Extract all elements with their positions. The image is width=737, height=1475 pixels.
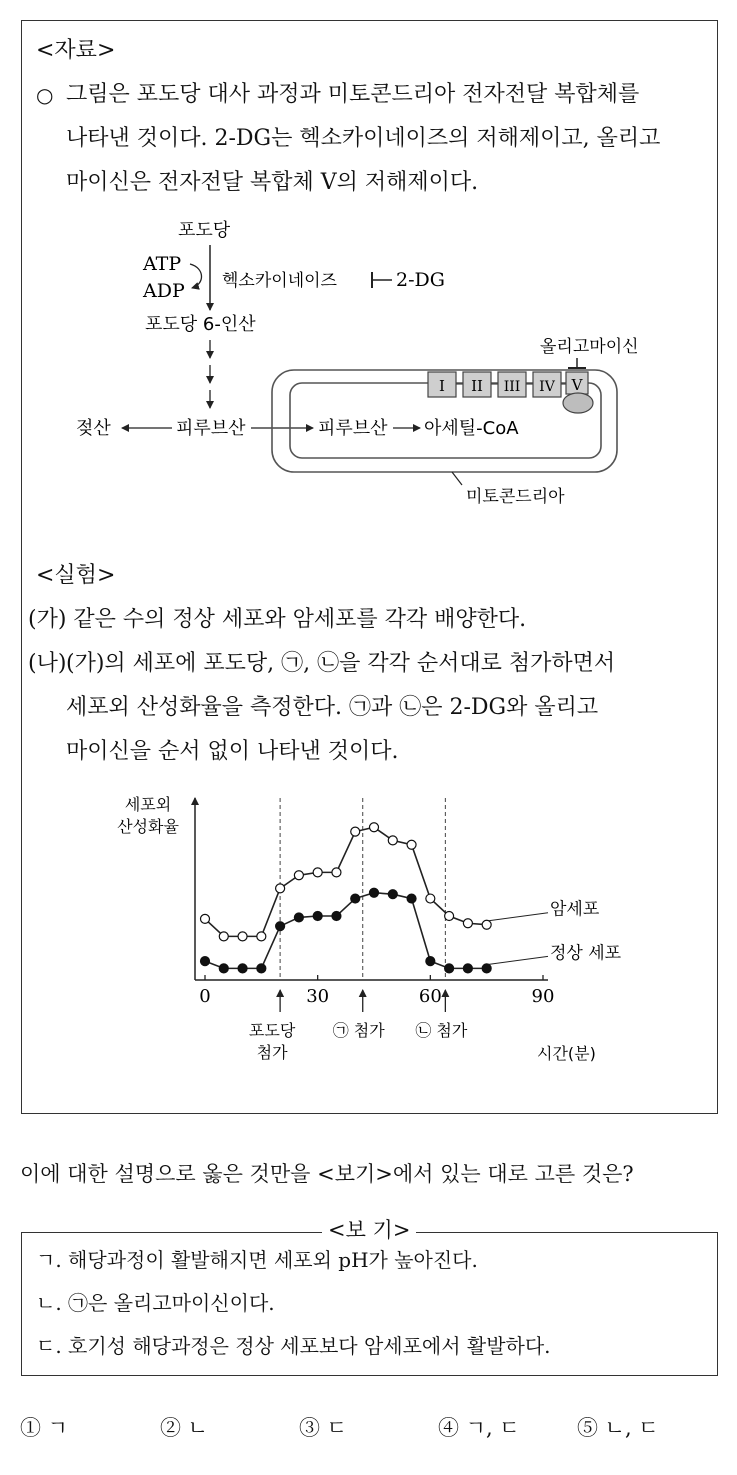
adp-label: ADP [143,280,185,302]
pyruvate-cyto-label: 피루브산 [176,418,246,439]
complex-IV [533,372,561,397]
x-tick-label: 60 [418,986,442,1007]
svg-text:IV: IV [539,379,555,395]
legend-leader [489,913,548,921]
data-point [482,920,491,929]
complex-V [563,372,593,413]
x-axis-label: 시간(분) [537,1044,596,1063]
choices-box-title: <보 기> [322,1218,416,1243]
data-point [407,840,416,849]
data-point [445,912,454,921]
complex-III [498,372,526,397]
data-point [257,964,266,973]
experiment-step-a: (가) 같은 수의 정상 세포와 암세포를 각각 배양한다. [28,607,527,632]
acetyl-coa-label: 아세틸-CoA [424,418,519,439]
material-line-2: 나타낸 것이다. 2-DG는 헥소카이네이즈의 저해제이고, 올리고 [66,126,661,151]
data-point [463,919,472,928]
data-point [351,827,360,836]
experiment-step-b-label: (나) [28,651,67,676]
data-point [388,836,397,845]
data-point [238,964,247,973]
data-point [201,914,210,923]
svg-text:V: V [571,376,583,394]
data-point [370,823,379,832]
answer-option-1[interactable]: ① ㄱ [20,1416,68,1440]
inhibitor-2dg-label: 2-DG [396,269,445,291]
pyruvate-mito-label: 피루브산 [318,418,388,439]
choice-item-c: ㄷ. 호기성 해당과정은 정상 세포보다 암세포에서 활발하다. [36,1334,551,1358]
data-point [370,888,379,897]
choice-item-b: ㄴ. ㉠은 올리고마이신이다. [36,1291,275,1315]
event-label: 첨가 [256,1043,288,1062]
data-point [313,912,322,921]
svg-text:I: I [439,377,445,395]
data-point [219,964,228,973]
legend-leader [489,956,548,964]
x-tick-label: 90 [531,986,555,1007]
event-label: ㉡ 첨가 [415,1021,468,1040]
data-point [276,884,285,893]
data-point [201,957,210,966]
experiment-step-b-line-2: 세포외 산성화율을 측정한다. ㉠과 ㉡은 2-DG와 올리고 [66,695,599,720]
data-point [426,957,435,966]
data-point [445,964,454,973]
mito-pointer-line [452,472,462,485]
lactate-label: 젖산 [76,418,111,439]
experiment-step-b-line-1: (가)의 세포에 포도당, ㉠, ㉡을 각각 순서대로 첨가하면서 [66,651,616,676]
material-line-3: 마이신은 전자전달 복합체 V의 저해제이다. [66,170,479,195]
answer-option-4[interactable]: ④ ㄱ, ㄷ [438,1416,520,1440]
data-point [332,868,341,877]
svg-text:III: III [503,379,521,395]
g6p-label: 포도당 6-인산 [145,314,256,335]
y-label-line-2: 산성화율 [117,817,179,836]
series-line-normal [205,893,487,969]
question-text: 이에 대한 설명으로 옳은 것만을 <보기>에서 있는 대로 고른 것은? [20,1162,634,1186]
data-point [276,922,285,931]
ecar-chart [0,780,737,1110]
data-point [294,871,303,880]
complex-I [428,372,456,397]
x-tick-label: 30 [306,986,330,1007]
oligomycin-label: 올리고마이신 [540,337,639,357]
answer-option-5[interactable]: ⑤ ㄴ, ㄷ [577,1416,659,1440]
data-point [238,932,247,941]
data-point [294,913,303,922]
event-label: 포도당 [248,1021,296,1040]
material-bullet: ○ [36,83,54,107]
data-point [351,894,360,903]
data-point [463,964,472,973]
svg-text:II: II [471,377,483,395]
mitochondria-label: 미토콘드리아 [466,487,565,507]
data-point [426,894,435,903]
series-label: 정상 세포 [550,943,622,964]
complex-II [463,372,491,397]
data-point [407,894,416,903]
glucose-label: 포도당 [178,220,231,241]
data-point [482,964,491,973]
choice-item-a: ㄱ. 해당과정이 활발해지면 세포외 pH가 높아진다. [36,1248,478,1272]
data-point [257,932,266,941]
experiment-heading: <실험> [36,563,116,588]
pathway-diagram [0,200,737,520]
atp-label: ATP [143,253,182,275]
data-point [219,932,228,941]
data-point [388,890,397,899]
data-point [332,912,341,921]
series-line-cancer [205,827,487,936]
experiment-step-b-line-3: 마이신을 순서 없이 나타낸 것이다. [66,739,399,764]
series-label: 암세포 [550,899,600,920]
y-label-line-1: 세포외 [124,795,172,814]
material-line-1: 그림은 포도당 대사 과정과 미토콘드리아 전자전달 복합체를 [66,82,640,107]
hexokinase-label: 헥소카이네이즈 [222,271,337,291]
data-point [313,868,322,877]
material-heading: <자료> [36,38,116,63]
answer-option-2[interactable]: ② ㄴ [160,1416,208,1440]
answer-option-3[interactable]: ③ ㄷ [299,1416,347,1440]
event-label: ㉠ 첨가 [332,1021,385,1040]
x-tick-label: 0 [199,986,211,1007]
atp-adp-arrow [190,264,202,288]
